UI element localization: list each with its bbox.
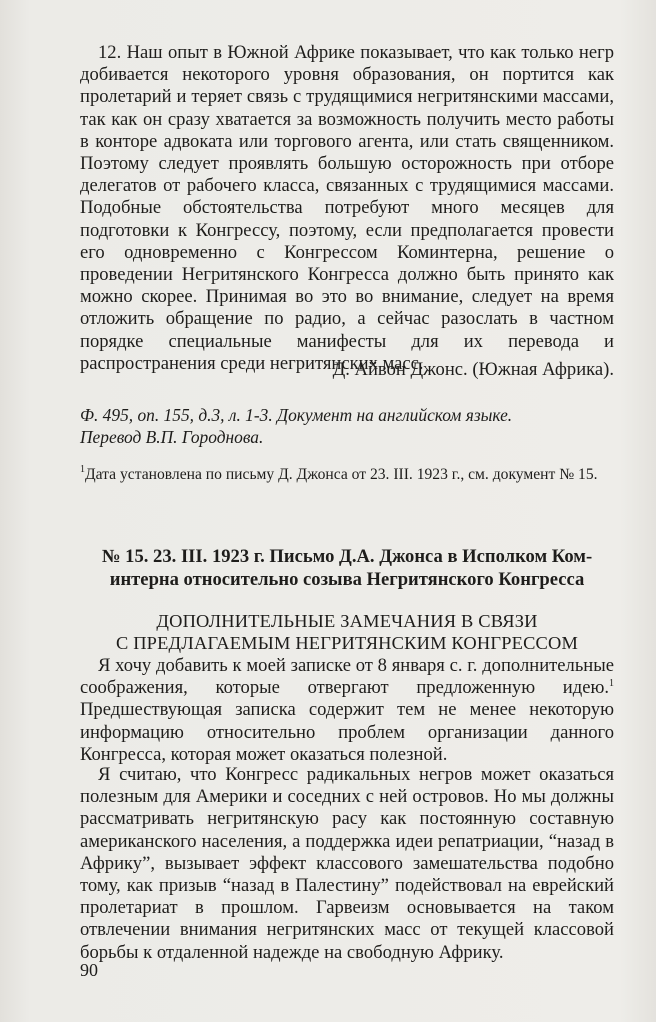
archive-line-2: Перевод В.П. Городнова.: [80, 427, 264, 447]
footnote: [80, 464, 614, 485]
caps-title-line-2: С ПРЕДЛАГАЕМЫМ НЕГРИТЯНСКИМ КОНГРЕССОМ: [115, 633, 579, 653]
paragraph-2-block: [80, 764, 614, 964]
footnote-mark: 1: [80, 464, 85, 475]
paragraph-1-text: Я хочу добавить к моей записке от 8 января с. г. дополнительные соображения, которые отвергают предложенную идею.: [80, 655, 614, 699]
doc15-heading-line-1: № 15. 23. III. 1923 г. Письмо Д.А. Джонса в Исполком Ком-: [101, 546, 593, 567]
footnote-text: Дата установлена по письму Д. Джонса от 23. III. 1923 г., см. документ № 15.: [85, 466, 598, 483]
signature-block: [80, 359, 614, 381]
paragraph-12: 12. Наш опыт в Южной Африке показывает, что как только негр добивается некоторого уровня образования, он портится как пролетарий и теряет связь с трудящимися негритянскими массами, так как он сразу хватается за возможность получить место работы в конторе адвоката или торгового агента, или стать священником. Поэтому следует проявлять большую осторожность при отборе делегатов от рабочего класса, связанных с трудящимися массами. Подобные обстоятельства потребуют много месяцев для подготовки к Конгрессу, поэтому, если предполагается провести его одновременно с Конгрессом Коминтерна, решение о проведении Негритянского Конгресса должно быть принято как можно скорее. Принимая во это во внимание, следует на время отложить обращение по радио, а сейчас разослать в частном порядке специальные манифесты для их перевода и распространения среди негритянских масс.: [80, 42, 614, 374]
caps-title-line-1: ДОПОЛНИТЕЛЬНЫЕ ЗАМЕЧАНИЯ В СВЯЗИ: [156, 611, 538, 631]
paragraph-1-footnote-mark: 1: [609, 678, 614, 690]
paragraph-2: Я считаю, что Конгресс радикальных негров может оказаться полезным для Америки и соседних с ней островов. Но мы должны рассматривать негритянскую расу как постоянную составную американского населения, а поддержка идеи репатриации, “назад в Африку”, вызывает эффект классового замешательства подобно тому, как призыв “назад в Палестину” подействовал на еврейский пролетариат в прошлом. Гарвеизм основывается на таком отвлечении внимания негритянских масс от текущей классовой борьбы к отдаленной надежде на свободную Африку.: [80, 764, 614, 963]
page-number: 90: [80, 960, 98, 980]
paragraph-1-block: [80, 655, 614, 766]
archive-line-1: Ф. 495, оп. 155, д.3, л. 1-3. Документ на английском языке.: [80, 405, 513, 425]
paragraph-1-continuation: Предшествующая записка содержит тем не менее некоторую информацию относительно проблем организации данного Конгресса, которая может оказаться полезной.: [80, 699, 614, 765]
caps-title: [80, 610, 614, 654]
paragraph-12-block: [80, 42, 614, 375]
paragraph-1: [80, 655, 614, 766]
doc15-heading-line-2: интерна относительно созыва Негритянского Конгресса: [109, 568, 585, 590]
archive-reference: [80, 404, 614, 448]
footnote-block: [80, 464, 614, 485]
signature: Д. Айвон Джонс. (Южная Африка).: [332, 359, 614, 380]
doc15-heading: [80, 546, 614, 591]
